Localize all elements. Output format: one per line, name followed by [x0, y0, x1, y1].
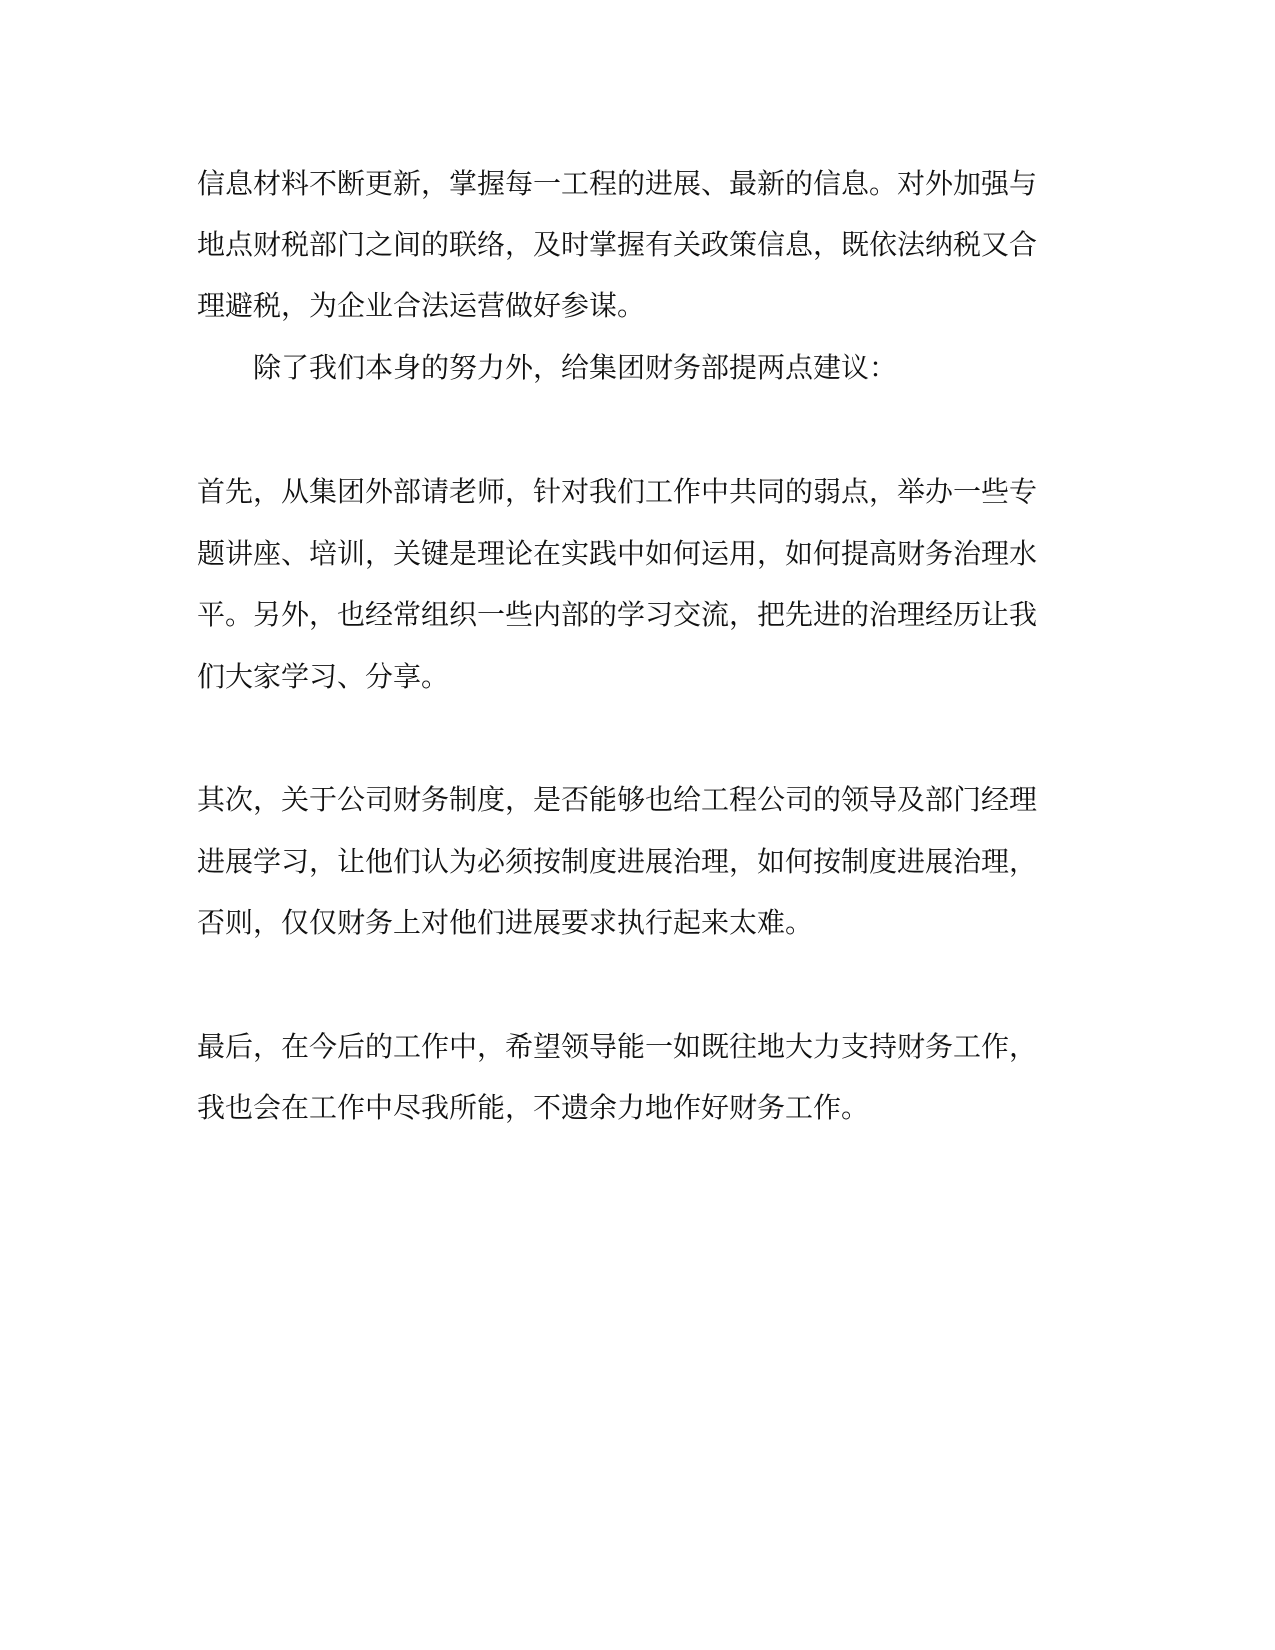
text-line: 其次，关于公司财务制度，是否能够也给工程公司的领导及部门经理 [197, 783, 1038, 816]
text-line: 除了我们本身的努力外，给集团财务部提两点建议： [253, 351, 898, 384]
text-line: 地点财税部门之间的联络，及时掌握有关政策信息，既依法纳税又合 [197, 228, 1038, 261]
text-line: 我也会在工作中尽我所能，不遗余力地作好财务工作。 [197, 1091, 870, 1124]
text-line: 否则，仅仅财务上对他们进展要求执行起来太难。 [197, 906, 814, 939]
text-line: 最后，在今后的工作中，希望领导能一如既往地大力支持财务工作， [197, 1030, 1038, 1063]
text-line: 平。另外，也经常组织一些内部的学习交流，把先进的治理经历让我 [197, 598, 1038, 631]
text-line: 进展学习，让他们认为必须按制度进展治理，如何按制度进展治理， [197, 845, 1038, 878]
text-line: 首先，从集团外部请老师，针对我们工作中共同的弱点，举办一些专 [197, 475, 1038, 508]
text-line: 题讲座、培训，关键是理论在实践中如何运用，如何提高财务治理水 [197, 537, 1038, 570]
text-line: 理避税，为企业合法运营做好参谋。 [197, 289, 646, 322]
text-line: 信息材料不断更新，掌握每一工程的进展、最新的信息。对外加强与 [197, 167, 1038, 200]
text-line: 们大家学习、分享。 [197, 660, 450, 693]
